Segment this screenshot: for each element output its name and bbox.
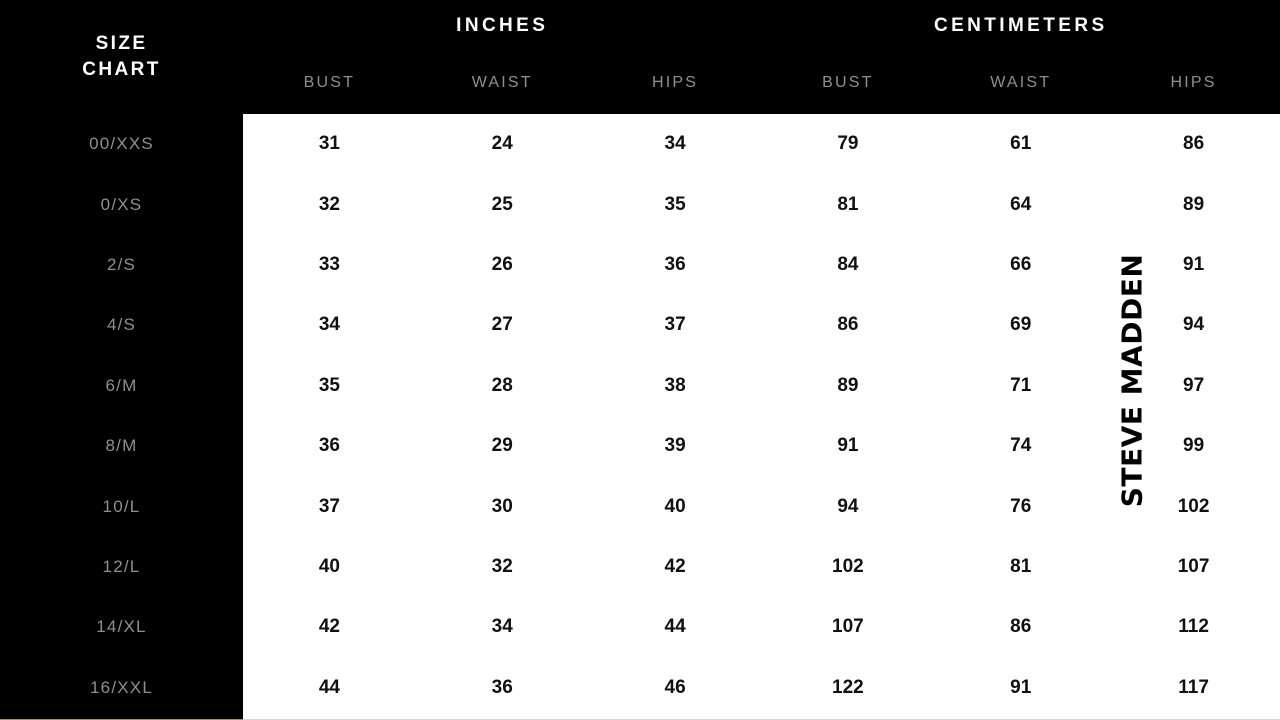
table-header-row-units bbox=[0, 0, 1280, 52]
cell-hips-cm: 89 bbox=[1107, 174, 1280, 234]
table-row bbox=[0, 295, 1280, 355]
cell-waist-in: 36 bbox=[416, 658, 589, 720]
cell-bust-cm: 86 bbox=[761, 295, 934, 355]
cell-hips-cm: 86 bbox=[1107, 114, 1280, 174]
cell-waist-cm: 76 bbox=[934, 476, 1107, 536]
cell-waist-cm: 64 bbox=[934, 174, 1107, 234]
cell-bust-in: 34 bbox=[243, 295, 416, 355]
cell-bust-in: 35 bbox=[243, 356, 416, 416]
cell-waist-in: 34 bbox=[416, 597, 589, 657]
cell-hips-cm: 91 bbox=[1107, 235, 1280, 295]
cell-waist-in: 32 bbox=[416, 537, 589, 597]
table-row bbox=[0, 597, 1280, 657]
unit-header-centimeters: CENTIMETERS bbox=[761, 0, 1280, 52]
cell-waist-in: 26 bbox=[416, 235, 589, 295]
cell-hips-in: 40 bbox=[589, 476, 762, 536]
cell-bust-cm: 102 bbox=[761, 537, 934, 597]
cell-hips-cm: 99 bbox=[1107, 416, 1280, 476]
table-row bbox=[0, 235, 1280, 295]
cell-hips-cm: 112 bbox=[1107, 597, 1280, 657]
cell-waist-cm: 91 bbox=[934, 658, 1107, 720]
cell-waist-cm: 74 bbox=[934, 416, 1107, 476]
cell-waist-in: 24 bbox=[416, 114, 589, 174]
table-row bbox=[0, 537, 1280, 597]
size-label: 00/XXS bbox=[0, 114, 243, 174]
size-label: 4/S bbox=[0, 295, 243, 355]
cell-bust-in: 36 bbox=[243, 416, 416, 476]
size-label: 10/L bbox=[0, 476, 243, 536]
cell-bust-in: 31 bbox=[243, 114, 416, 174]
cell-hips-in: 36 bbox=[589, 235, 762, 295]
cell-waist-cm: 81 bbox=[934, 537, 1107, 597]
size-label: 2/S bbox=[0, 235, 243, 295]
size-label: 16/XXL bbox=[0, 658, 243, 720]
cell-bust-in: 40 bbox=[243, 537, 416, 597]
measure-header-hips-cm: HIPS bbox=[1107, 52, 1280, 114]
cell-hips-cm: 117 bbox=[1107, 658, 1280, 720]
cell-hips-cm: 97 bbox=[1107, 356, 1280, 416]
table-row bbox=[0, 658, 1280, 720]
size-label: 8/M bbox=[0, 416, 243, 476]
cell-bust-cm: 94 bbox=[761, 476, 934, 536]
cell-hips-in: 34 bbox=[589, 114, 762, 174]
measure-header-waist-in: WAIST bbox=[416, 52, 589, 114]
cell-waist-cm: 86 bbox=[934, 597, 1107, 657]
cell-hips-cm: 107 bbox=[1107, 537, 1280, 597]
cell-hips-in: 39 bbox=[589, 416, 762, 476]
cell-bust-cm: 81 bbox=[761, 174, 934, 234]
cell-waist-cm: 61 bbox=[934, 114, 1107, 174]
table-row bbox=[0, 114, 1280, 174]
table-row bbox=[0, 416, 1280, 476]
cell-waist-in: 30 bbox=[416, 476, 589, 536]
cell-hips-in: 38 bbox=[589, 356, 762, 416]
unit-header-inches: INCHES bbox=[243, 0, 761, 52]
cell-waist-in: 27 bbox=[416, 295, 589, 355]
measure-header-hips-in: HIPS bbox=[589, 52, 762, 114]
size-label: 6/M bbox=[0, 356, 243, 416]
measure-header-bust-cm: BUST bbox=[761, 52, 934, 114]
cell-waist-cm: 69 bbox=[934, 295, 1107, 355]
size-chart-title-cell bbox=[0, 0, 243, 114]
measure-header-bust-in: BUST bbox=[243, 52, 416, 114]
cell-waist-cm: 66 bbox=[934, 235, 1107, 295]
size-label: 14/XL bbox=[0, 597, 243, 657]
cell-bust-cm: 91 bbox=[761, 416, 934, 476]
cell-waist-in: 25 bbox=[416, 174, 589, 234]
cell-bust-cm: 79 bbox=[761, 114, 934, 174]
cell-hips-in: 35 bbox=[589, 174, 762, 234]
cell-hips-in: 46 bbox=[589, 658, 762, 720]
cell-bust-cm: 89 bbox=[761, 356, 934, 416]
cell-bust-cm: 107 bbox=[761, 597, 934, 657]
cell-bust-cm: 122 bbox=[761, 658, 934, 720]
size-label: 12/L bbox=[0, 537, 243, 597]
table-row bbox=[0, 476, 1280, 536]
cell-hips-in: 42 bbox=[589, 537, 762, 597]
cell-bust-in: 32 bbox=[243, 174, 416, 234]
page-title-line2: CHART bbox=[82, 59, 161, 80]
cell-bust-in: 37 bbox=[243, 476, 416, 536]
measure-header-waist-cm: WAIST bbox=[934, 52, 1107, 114]
cell-bust-in: 42 bbox=[243, 597, 416, 657]
cell-bust-in: 44 bbox=[243, 658, 416, 720]
table-row bbox=[0, 356, 1280, 416]
cell-hips-in: 37 bbox=[589, 295, 762, 355]
page-title-line1: SIZE bbox=[95, 33, 148, 54]
cell-hips-in: 44 bbox=[589, 597, 762, 657]
size-label: 0/XS bbox=[0, 174, 243, 234]
cell-waist-in: 29 bbox=[416, 416, 589, 476]
cell-waist-in: 28 bbox=[416, 356, 589, 416]
cell-hips-cm: 102 bbox=[1107, 476, 1280, 536]
cell-waist-cm: 71 bbox=[934, 356, 1107, 416]
cell-hips-cm: 94 bbox=[1107, 295, 1280, 355]
table-row bbox=[0, 174, 1280, 234]
brand-name: STEVE MADDEN bbox=[1115, 253, 1149, 507]
cell-bust-cm: 84 bbox=[761, 235, 934, 295]
cell-bust-in: 33 bbox=[243, 235, 416, 295]
